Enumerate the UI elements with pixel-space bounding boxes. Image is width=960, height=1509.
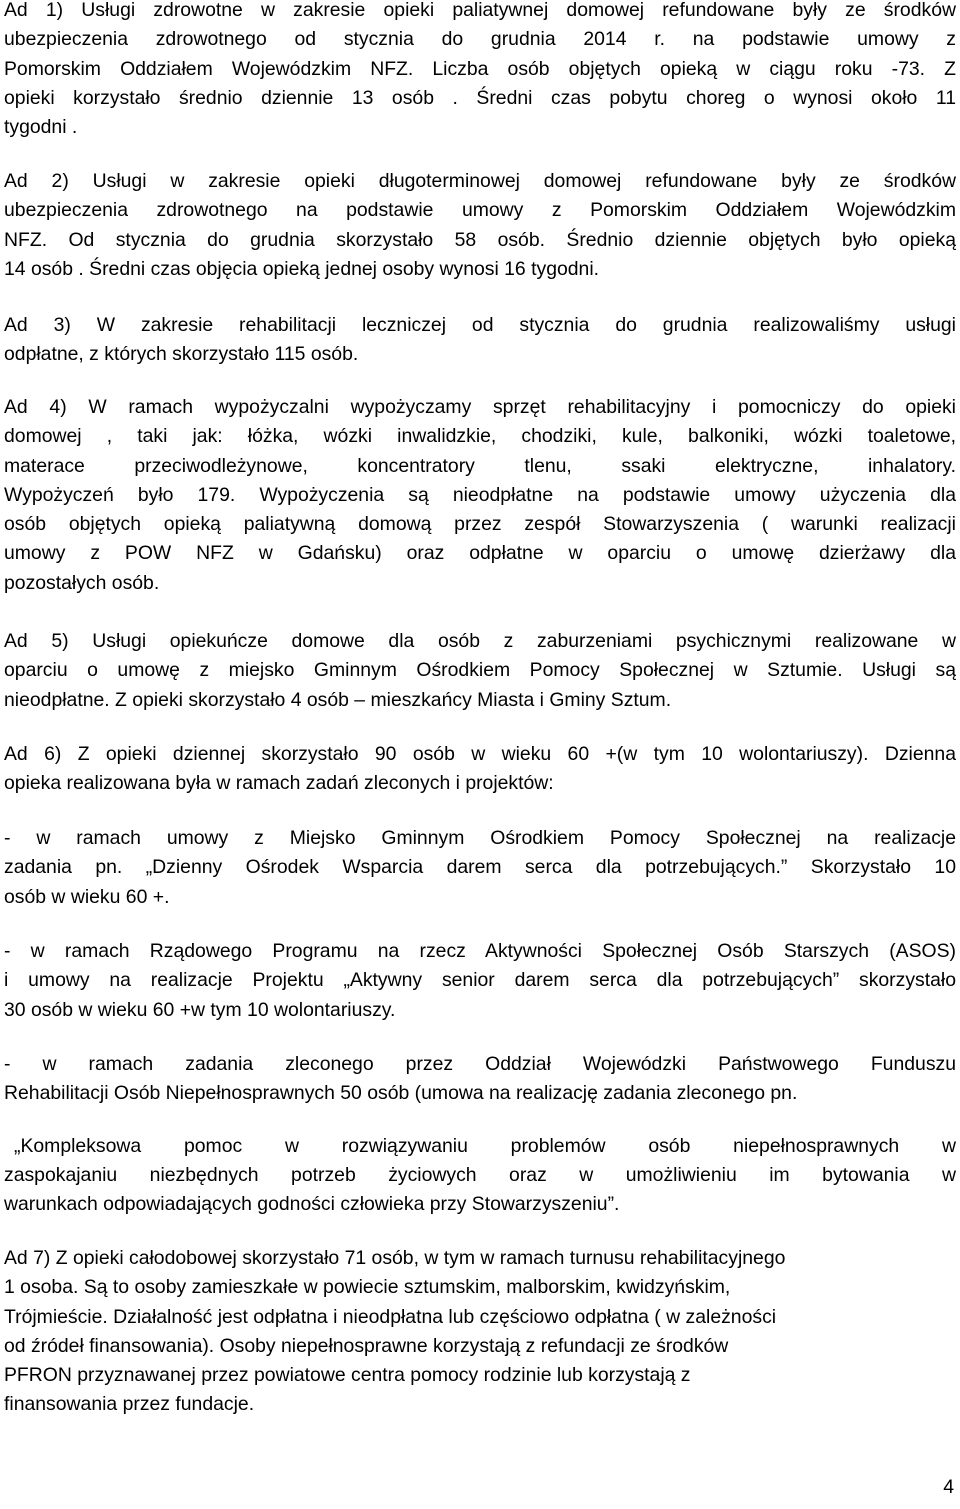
paragraph-ad6-project-title-cont <box>4 1161 956 1220</box>
text-line: opieka realizowana była w ramach zadań zleconych i projektów: <box>4 772 554 795</box>
text-line: i umowy na realizacje Projektu „Aktywny senior darem serca dla potrzebujących” skorzystało <box>4 969 956 992</box>
text-line: oparciu o umowę z miejsko Gminnym Ośrodkiem Pomocy Społecznej w Sztumie. Usługi są <box>4 659 956 682</box>
text-line: osób w wieku 60 +. <box>4 885 170 908</box>
text-line: Ad 1) Usługi zdrowotne w zakresie opieki paliatywnej domowej refundowane były ze środków <box>4 0 956 21</box>
text-line: PFRON przyznawanej przez powiatowe centra pomocy rodzinie lub korzystają z <box>4 1364 691 1387</box>
text-line: 30 osób w wieku 60 +w tym 10 wolontariuszy. <box>4 998 396 1021</box>
paragraph-ad6 <box>4 740 956 799</box>
text-line: Wypożyczeń było 179. Wypożyczenia są nieodpłatne na podstawie umowy użyczenia dla <box>4 483 956 506</box>
text-line: nieodpłatne. Z opieki skorzystało 4 osób – mieszkańcy Miasta i Gminy Sztum. <box>4 688 672 711</box>
paragraph-ad6-project-title <box>14 1132 956 1161</box>
text-line: - w ramach zadania zleconego przez Oddział Wojewódzki Państwowego Funduszu <box>4 1053 956 1075</box>
text-line: „Kompleksowa pomoc w rozwiązywaniu problemów osób niepełnosprawnych w <box>14 1135 956 1157</box>
text-line: Pomorskim Oddziałem Wojewódzkim NFZ. Liczba osób objętych opieką w ciągu roku -73. Z <box>4 57 956 80</box>
text-line: opieki korzystało średnio dziennie 13 osób . Średni czas pobytu choreg o wynosi około 11 <box>4 86 956 109</box>
text-line: 14 osób . Średni czas objęcia opieką jednej osoby wynosi 16 tygodni. <box>4 257 600 280</box>
paragraph-ad1 <box>4 0 956 142</box>
text-line: odpłatne, z których skorzystało 115 osób. <box>4 343 359 366</box>
text-line: Ad 4) W ramach wypożyczalni wypożyczamy sprzęt rehabilitacyjny i pomocniczy do opieki <box>4 396 956 418</box>
text-line: - w ramach Rządowego Programu na rzecz Aktywności Społecznej Osób Starszych (ASOS) <box>4 940 956 962</box>
text-line: finansowania przez fundacje. <box>4 1393 255 1416</box>
text-line: zadania pn. „Dzienny Ośrodek Wsparcia darem serca dla potrzebujących.” Skorzystało 10 <box>4 856 956 879</box>
paragraph-ad3 <box>4 311 956 370</box>
paragraph-ad7 <box>4 1244 956 1420</box>
text-line: zaspokajaniu niezbędnych potrzeb życiowych oraz w umożliwieniu im bytowania w <box>4 1164 956 1186</box>
text-line: NFZ. Od stycznia do grudnia skorzystało 58 osób. Średnio dziennie objętych było opieką <box>4 228 956 251</box>
text-line: Ad 6) Z opieki dziennej skorzystało 90 osób w wieku 60 +(w tym 10 wolontariuszy). Dzienna <box>4 743 956 765</box>
text-line: od źródeł finansowania). Osoby niepełnosprawne korzystają z refundacji ze środków <box>4 1334 729 1357</box>
text-line: pozostałych osób. <box>4 571 160 594</box>
text-line: umowy z POW NFZ w Gdańsku) oraz odpłatne w oparciu o umowę dzierżawy dla <box>4 542 956 565</box>
text-line: Ad 2) Usługi w zakresie opieki długoterminowej domowej refundowane były ze środków <box>4 170 956 192</box>
text-line: Ad 3) W zakresie rehabilitacji leczniczej od stycznia do grudnia realizowaliśmy usługi <box>4 314 956 336</box>
paragraph-ad6-item-3 <box>4 1050 956 1109</box>
text-line: Rehabilitacji Osób Niepełnosprawnych 50 osób (umowa na realizację zadania zleconego pn. <box>4 1082 798 1105</box>
text-line: tygodni . <box>4 116 78 139</box>
text-line: Ad 7) Z opieki całodobowej skorzystało 71 osób, w tym w ramach turnusu rehabilitacyjnego <box>4 1247 786 1269</box>
text-line: warunkach odpowiadających godności człowieka przy Stowarzyszeniu”. <box>4 1193 620 1216</box>
text-line: materace przeciwodleżynowe, koncentratory tlenu, ssaki elektryczne, inhalatory. <box>4 454 956 477</box>
paragraph-ad6-item-2 <box>4 937 956 1025</box>
paragraph-ad6-item-1 <box>4 824 956 912</box>
paragraph-ad2 <box>4 167 956 284</box>
text-line: osób objętych opieką paliatywną domową przez zespół Stowarzyszenia ( warunki realizacji <box>4 513 956 536</box>
text-line: 1 osoba. Są to osoby zamieszkałe w powiecie sztumskim, malborskim, kwidzyńskim, <box>4 1276 731 1299</box>
text-line: Trójmieście. Działalność jest odpłatna i nieodpłatna lub częściowo odpłatna ( w zależności <box>4 1305 777 1328</box>
page-number: 4 <box>943 1476 954 1498</box>
paragraph-ad5 <box>4 627 956 715</box>
text-line: ubezpieczenia zdrowotnego od stycznia do grudnia 2014 r. na podstawie umowy z <box>4 28 956 51</box>
text-line: Ad 5) Usługi opiekuńcze domowe dla osób z zaburzeniami psychicznymi realizowane w <box>4 630 956 652</box>
text-line: domowej , taki jak: łóżka, wózki inwalidzkie, chodziki, kule, balkoniki, wózki toaletowe, <box>4 425 956 448</box>
text-line: ubezpieczenia zdrowotnego na podstawie umowy z Pomorskim Oddziałem Wojewódzkim <box>4 199 956 222</box>
text-line: - w ramach umowy z Miejsko Gminnym Ośrodkiem Pomocy Społecznej na realizacje <box>4 827 956 849</box>
paragraph-ad4 <box>4 393 956 598</box>
